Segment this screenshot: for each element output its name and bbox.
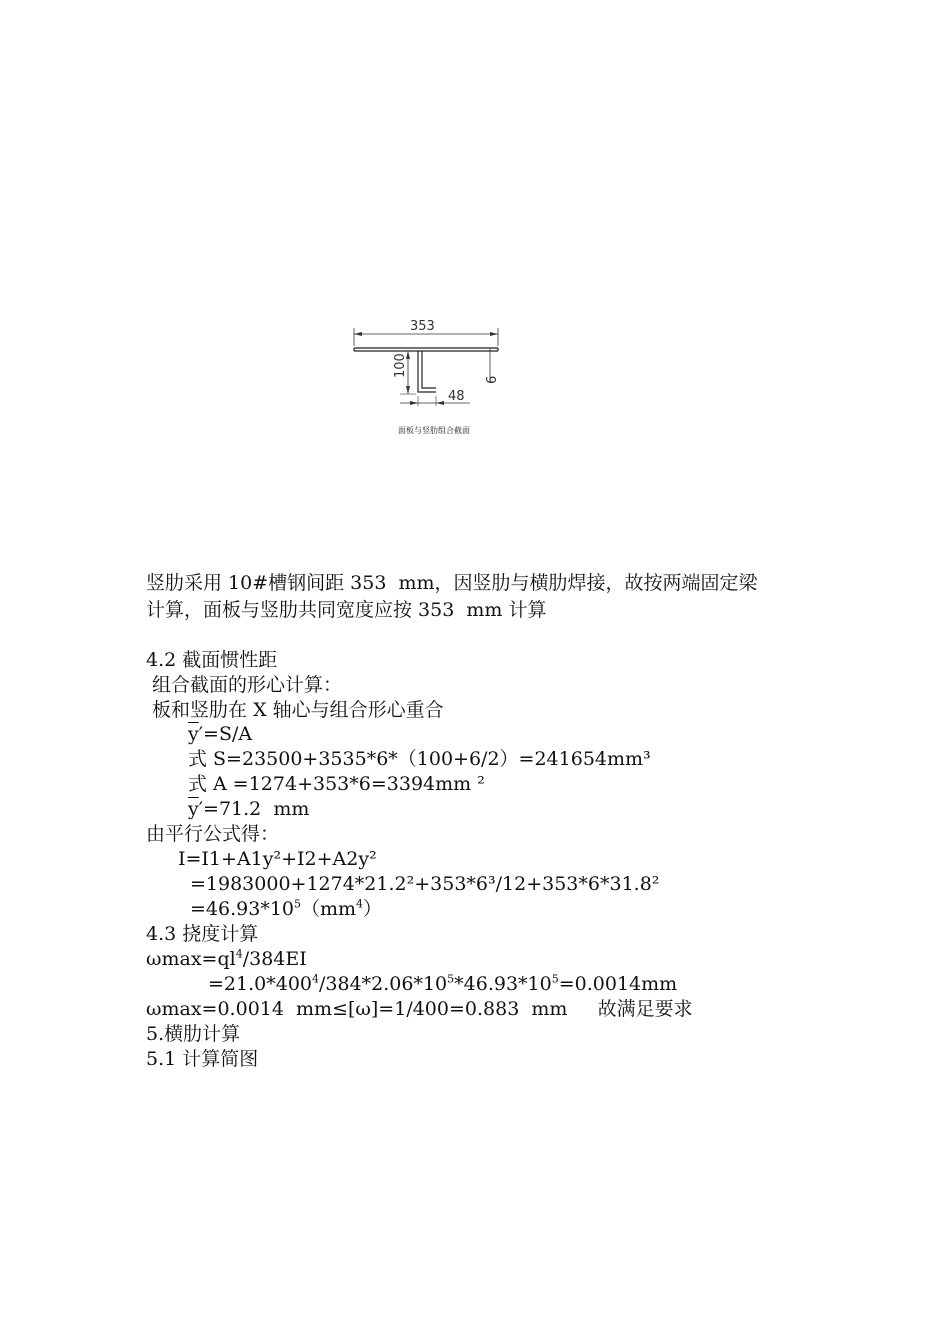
formula-w-calc [208,972,677,997]
para-line-1: 竖肋采用 10#槽钢间距 353 mm，因竖肋与横肋焊接，故按两端固定梁 [146,572,758,594]
heading-5-1: 5.1 计算简图 [146,1048,259,1070]
axis-line: 板和竖肋在 X 轴心与组合形心重合 [146,699,444,721]
dim-thickness-label: 6 [485,375,500,384]
w-text: ωmax=ql [146,948,236,970]
heading-4-2: 4.2 截面惯性距 [146,649,278,671]
w-calc-exp1: 4 [312,972,319,986]
section-figure [340,310,520,440]
y-bar-symbol: $\overline{y}$ [188,723,199,745]
i-result-unit: （mm [301,898,357,920]
formula-i-expansion: =1983000+1274*21.2²+353*6³/12+353*6*31.8² [190,873,660,895]
formula-w [146,947,307,972]
y-value-symbol: $\overline{y}$ [188,798,199,820]
w-calc-d: =0.0014mm [558,973,678,995]
w-exp: 4 [235,947,243,961]
formula-i-result [190,897,382,922]
section-drawing [340,310,520,440]
w-rest: /384EI [242,948,307,970]
w-calc-exp2: 5 [447,972,455,986]
para-line-2: 计算，面板与竖肋共同宽度应按 353 mm 计算 [146,599,547,621]
parallel-axis-line: 由平行公式得： [146,823,280,845]
formula-y-value [188,797,309,822]
y-value-rest: ′=71.2 mm [198,798,310,820]
w-calc-b: /384*2.06*10 [319,973,448,995]
formula-a: 式 A =1274+353*6=3394mm ² [188,773,485,795]
i-result-close: ） [363,898,383,920]
i-result-text: =46.93*10 [190,898,294,920]
heading-4-3: 4.3 挠度计算 [146,923,259,945]
w-calc-a: =21.0*400 [208,973,312,995]
dim-width-label: 353 [410,319,435,334]
dim-flange-label: 48 [448,389,465,404]
figure-caption: 面板与竖肋组合截面 [398,426,470,435]
formula-y-bar [188,722,252,747]
i-result-unit-exp: 4 [356,897,364,911]
heading-5: 5.横肋计算 [146,1023,241,1045]
w-calc-c: *46.93*10 [454,973,552,995]
formula-s: 式 S=23500+3535*6*（100+6/2）=241654mm³ [188,748,651,770]
y-bar-rest: ′=S/A [198,723,253,745]
dim-height-label: 100 [393,353,408,378]
check-line: ωmax=0.0014 mm≤[ω]=1/400=0.883 mm 故满足要求 [146,998,693,1020]
centroid-line: 组合截面的形心计算： [146,674,343,696]
w-calc-exp3: 5 [551,972,559,986]
i-result-exp: 5 [294,897,301,911]
formula-i: I=I1+A1y²+I2+A2y² [178,848,377,870]
